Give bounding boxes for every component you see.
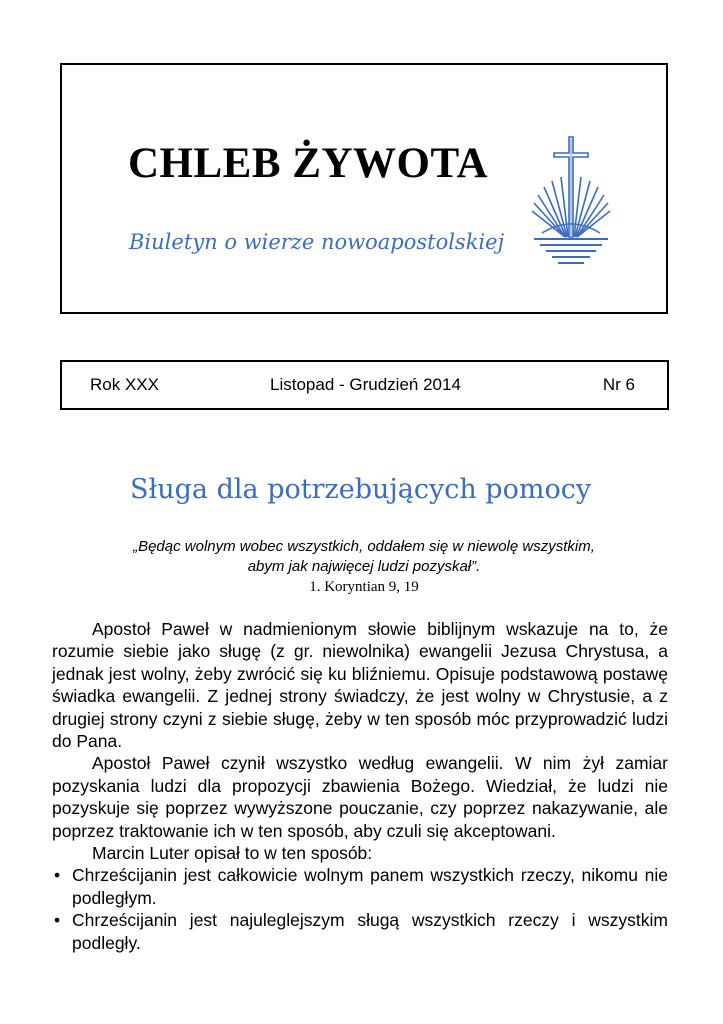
list-item [52, 909, 668, 954]
bulletin-subtitle: Biuletyn o wierze nowoapostolskiej [129, 230, 505, 254]
motto-line-2: abym jak najwięcej ludzi pozyskał”. [247, 558, 481, 575]
paragraph: Apostoł Paweł czynił wszystko według ewangelii. W nim żył zamiar pozyskania ludzi dla propozycji zbawienia Bożego. Wiedział, że ludzi nie pozyskuje się poprzez wywyższone pouczanie, czy poprzez nakazywanie, ale poprzez traktowanie ich w ten sposób, aby czuli się akceptowani. [52, 753, 668, 841]
list-item-text: Chrześcijanin jest najuleglejszym sługą wszystkich rzeczy i wszystkim podległy. [72, 910, 668, 953]
issue-number: Nr 6 [602, 375, 635, 394]
list-item-text: Chrześcijanin jest całkowicie wolnym panem wszystkich rzeczy, nikomu nie podległym. [72, 865, 668, 908]
motto-reference: 1. Koryntian 9, 19 [309, 579, 419, 595]
bullet-list [52, 864, 668, 954]
issue-info-bar [60, 360, 669, 410]
bulletin-title: CHLEB ŻYWOTA [128, 140, 489, 187]
masthead-box [60, 63, 668, 314]
bullet-icon: • [54, 910, 61, 931]
paragraph: Marcin Luter opisał to w ten sposób: [92, 843, 373, 864]
article-title: Sługa dla potrzebujących pomocy [130, 474, 592, 505]
list-item [52, 864, 668, 909]
motto-quote [60, 537, 668, 597]
paragraph: Apostoł Paweł w nadmienionym słowie biblijnym wskazuje na to, że rozumie siebie jako sługę (z gr. niewolnika) ewangelii Jezusa Chrystusa, a jednak jest wolny, żeby zwrócić się ku bliźniemu. Opisuje podstawową postawę świadka ewangelii. Z jednej strony świadczy, że jest wolny w Chrystusie, a z drugiej strony czyni z siebie sługę, żeby w ten sposób móc przyprowadzić ludzi do Pana. [52, 619, 668, 752]
motto-line-1: „Będąc wolnym wobec wszystkich, oddałem się w niewolę wszystkim, [133, 538, 595, 555]
issue-year: Rok XXX [90, 375, 159, 394]
bullet-icon: • [54, 865, 61, 886]
cross-rising-sun-icon [530, 133, 612, 273]
article-body [52, 618, 668, 954]
issue-date: Listopad - Grudzień 2014 [270, 375, 461, 394]
